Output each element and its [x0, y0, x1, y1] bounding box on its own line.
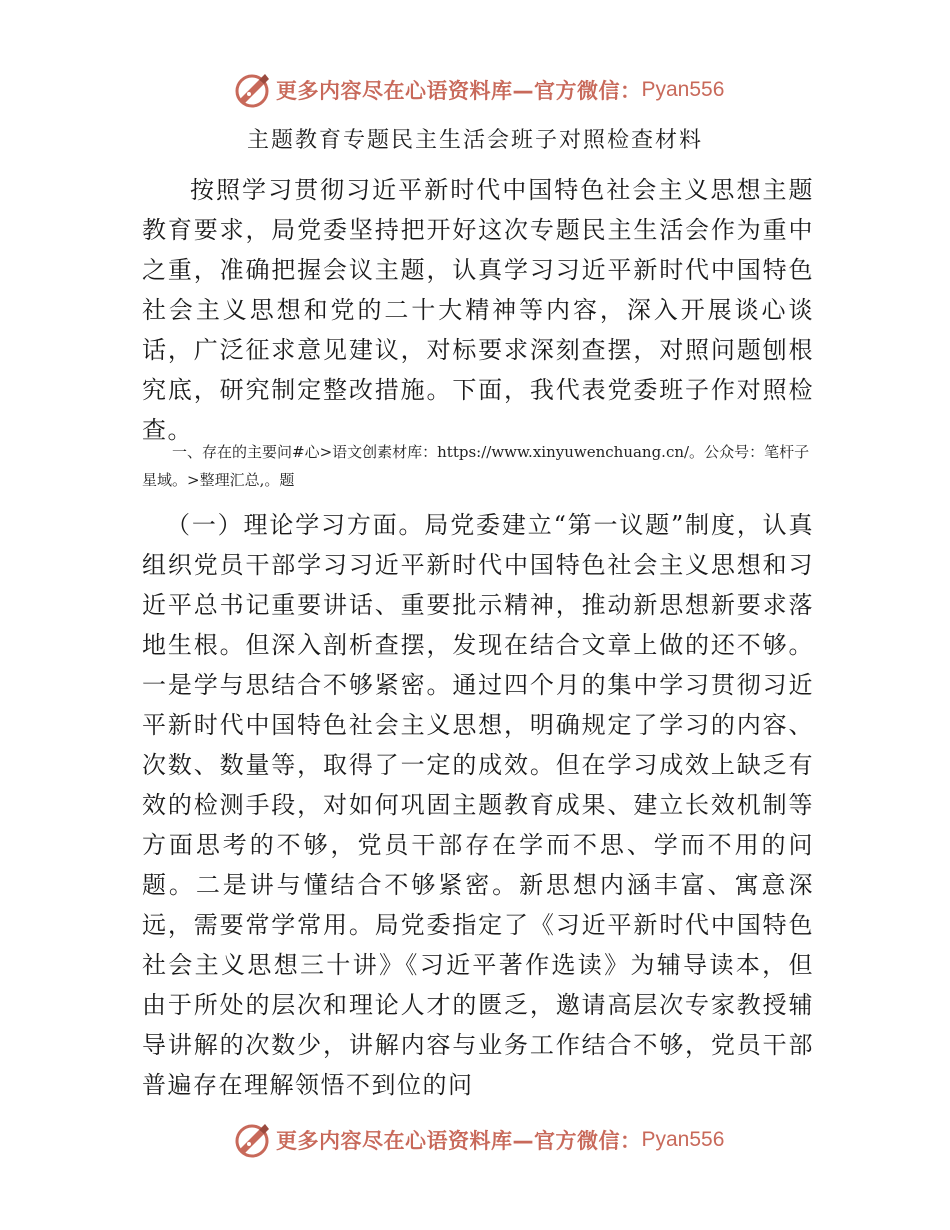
banner-text: 更多内容尽在心语资料库—官方微信： [276, 1129, 642, 1153]
section-heading-note: 一、存在的主要问#心>语文创素材库：https://www.xinyuwenchuang.cn/。公众号：笔杆子星域。>整理汇总,。题 [142, 443, 810, 489]
banner-text: 更多内容尽在心语资料库—官方微信： [276, 79, 642, 103]
footer-banner [232, 1120, 724, 1160]
pen-nib-logo-icon [232, 1120, 272, 1160]
header-banner [232, 70, 724, 110]
banner-wechat-id: Pyan556 [641, 78, 725, 101]
pen-nib-logo-icon [232, 70, 272, 110]
banner-wechat-id: Pyan556 [641, 1128, 725, 1151]
body-paragraph-theory-study: （一）理论学习方面。局党委建立“第一议题”制度，认真组织党员干部学习习近平新时代中国特色社会主义思想和习近平总书记重要讲话、重要批示精神，推动新思想新要求落地生根。但深入剖析查摆，发现在结合文章上做的还不够。一是学与思结合不够紧密。通过四个月的集中学习贯彻习近平新时代中国特色社会主义思想，明确规定了学习的内容、次数、数量等，取得了一定的成效。但在学习成效上缺乏有效的检测手段，对如何巩固主题教育成果、建立长效机制等方面思考的不够，党员干部存在学而不思、学而不用的问题。二是讲与懂结合不够紧密。新思想内涵丰富、寓意深远，需要常学常用。局党委指定了《习近平新时代中国特色社会主义思想三十讲》《习近平著作选读》为辅导读本，但由于所处的层次和理论人才的匮乏，邀请高层次专家教授辅导讲解的次数少，讲解内容与业务工作结合不够，党员干部普遍存在理解领悟不到位的问 [142, 511, 814, 1099]
intro-paragraph: 按照学习贯彻习近平新时代中国特色社会主义思想主题教育要求，局党委坚持把开好这次专题民主生活会作为重中之重，准确把握会议主题，认真学习习近平新时代中国特色社会主义思想和党的二十大精神等内容，深入开展谈心谈话，广泛征求意见建议，对标要求深刻查摆，对照问题刨根究底，研究制定整改措施。下面，我代表党委班子作对照检查。 [142, 176, 814, 444]
document-title: 主题教育专题民主生活会班子对照检查材料 [246, 128, 703, 153]
